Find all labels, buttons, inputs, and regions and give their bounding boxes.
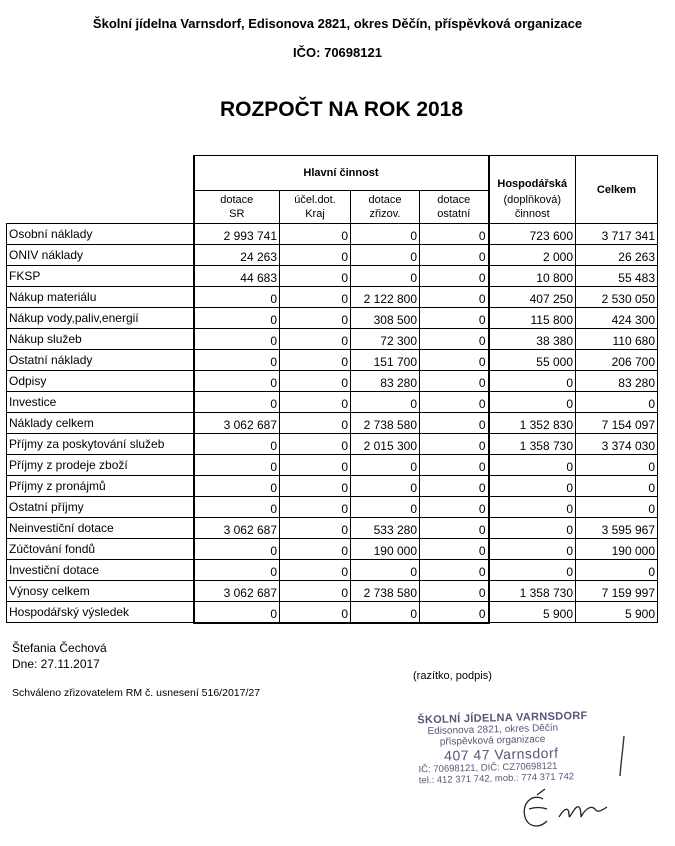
table-cell: 0 xyxy=(280,497,351,518)
table-cell: 0 xyxy=(576,476,658,497)
table-cell: 38 380 xyxy=(489,329,576,350)
table-cell: 0 xyxy=(351,224,420,245)
table-cell: 0 xyxy=(280,560,351,581)
table-cell: 2 993 741 xyxy=(194,224,280,245)
table-cell: 0 xyxy=(489,497,576,518)
table-row xyxy=(7,308,658,329)
row-label: Zúčtování fondů xyxy=(7,539,194,560)
row-label: Náklady celkem xyxy=(7,413,194,434)
stamp-signature-note: (razítko, podpis) xyxy=(413,670,492,682)
table-cell: 0 xyxy=(280,434,351,455)
table-cell: 44 683 xyxy=(194,266,280,287)
table-cell: 0 xyxy=(280,602,351,623)
table-cell: 0 xyxy=(194,350,280,371)
row-label: Příjmy za poskytování služeb xyxy=(7,434,194,455)
table-cell: 110 680 xyxy=(576,329,658,350)
table-row xyxy=(7,581,658,602)
row-label: Investiční dotace xyxy=(7,560,194,581)
row-label: FKSP xyxy=(7,266,194,287)
table-cell: 0 xyxy=(351,602,420,623)
table-cell: 0 xyxy=(194,287,280,308)
table-cell: 0 xyxy=(280,266,351,287)
table-cell: 0 xyxy=(280,224,351,245)
table-cell: 0 xyxy=(420,581,489,602)
table-cell: 424 300 xyxy=(576,308,658,329)
header-blank-2 xyxy=(7,191,194,224)
table-cell: 1 358 730 xyxy=(489,581,576,602)
table-cell: 0 xyxy=(420,560,489,581)
table-cell: 0 xyxy=(280,350,351,371)
organization-id: IČO: 70698121 xyxy=(293,45,382,60)
table-cell: 0 xyxy=(489,371,576,392)
table-cell: 0 xyxy=(280,371,351,392)
table-cell: 190 000 xyxy=(351,539,420,560)
table-cell: 0 xyxy=(489,476,576,497)
table-cell: 3 062 687 xyxy=(194,581,280,602)
table-cell: 72 300 xyxy=(351,329,420,350)
table-cell: 0 xyxy=(420,350,489,371)
table-cell: 0 xyxy=(420,434,489,455)
table-row xyxy=(7,287,658,308)
header-blank xyxy=(7,156,194,191)
table-cell: 0 xyxy=(194,539,280,560)
table-cell: 0 xyxy=(194,434,280,455)
table-cell: 0 xyxy=(420,308,489,329)
table-cell: 2 738 580 xyxy=(351,581,420,602)
table-cell: 190 000 xyxy=(576,539,658,560)
table-cell: 0 xyxy=(280,581,351,602)
table-cell: 2 000 xyxy=(489,245,576,266)
table-row xyxy=(7,539,658,560)
table-cell: 7 154 097 xyxy=(576,413,658,434)
table-cell: 0 xyxy=(280,245,351,266)
table-cell: 55 000 xyxy=(489,350,576,371)
table-row xyxy=(7,497,658,518)
row-label: Příjmy z pronájmů xyxy=(7,476,194,497)
table-cell: 0 xyxy=(420,518,489,539)
table-cell: 0 xyxy=(420,413,489,434)
table-cell: 0 xyxy=(420,455,489,476)
table-cell: 24 263 xyxy=(194,245,280,266)
table-cell: 1 352 830 xyxy=(489,413,576,434)
economic-activity-header: Hospodářská xyxy=(489,156,576,191)
table-cell: 1 358 730 xyxy=(489,434,576,455)
organization-stamp: ŠKOLNÍ JÍDELNA VARNSDORF Edisonova 2821, okres Děčín příspěvková organizace 407 47 Varnsdorf IČ: 70698121, DIČ: CZ70698121 tel.: 412 371 742, mob.: 774 371 742 xyxy=(417,709,588,787)
table-cell: 0 xyxy=(576,455,658,476)
table-cell: 0 xyxy=(194,602,280,623)
page-title: ROZPOČT NA ROK 2018 xyxy=(219,98,464,121)
stamp-pen-stroke xyxy=(612,734,632,780)
approval-note: Schváleno zřizovatelem RM č. usnesení 516/2017/27 xyxy=(12,687,261,699)
table-cell: 0 xyxy=(280,455,351,476)
document-date: Dne: 27.11.2017 xyxy=(12,657,100,671)
table-cell: 0 xyxy=(194,560,280,581)
table-cell: 3 717 341 xyxy=(576,224,658,245)
main-activity-header: Hlavní činnost xyxy=(194,156,489,191)
table-row xyxy=(7,560,658,581)
table-cell: 0 xyxy=(280,518,351,539)
table-cell: 115 800 xyxy=(489,308,576,329)
row-label: Nákup služeb xyxy=(7,329,194,350)
table-cell: 206 700 xyxy=(576,350,658,371)
row-label: Výnosy celkem xyxy=(7,581,194,602)
table-row xyxy=(7,518,658,539)
table-cell: 0 xyxy=(420,602,489,623)
table-cell: 2 015 300 xyxy=(351,434,420,455)
table-cell: 83 280 xyxy=(351,371,420,392)
table-cell: 0 xyxy=(420,497,489,518)
table-cell: 0 xyxy=(351,476,420,497)
handwritten-signature xyxy=(515,785,635,835)
table-cell: 0 xyxy=(280,539,351,560)
table-cell: 0 xyxy=(351,560,420,581)
table-cell: 0 xyxy=(194,476,280,497)
table-cell: 0 xyxy=(194,329,280,350)
table-cell: 5 900 xyxy=(576,602,658,623)
table-cell: 0 xyxy=(280,329,351,350)
table-cell: 0 xyxy=(420,287,489,308)
table-cell: 2 738 580 xyxy=(351,413,420,434)
table-cell: 10 800 xyxy=(489,266,576,287)
table-row xyxy=(7,434,658,455)
table-cell: 0 xyxy=(576,497,658,518)
row-label: Odpisy xyxy=(7,371,194,392)
table-cell: 0 xyxy=(420,329,489,350)
table-cell: 0 xyxy=(420,224,489,245)
table-cell: 55 483 xyxy=(576,266,658,287)
table-cell: 0 xyxy=(351,455,420,476)
table-cell: 0 xyxy=(489,560,576,581)
table-row xyxy=(7,245,658,266)
table-cell: 0 xyxy=(194,392,280,413)
table-cell: 151 700 xyxy=(351,350,420,371)
table-row xyxy=(7,224,658,245)
table-cell: 0 xyxy=(280,308,351,329)
table-cell: 0 xyxy=(280,476,351,497)
table-cell: 0 xyxy=(351,245,420,266)
table-cell: 2 530 050 xyxy=(576,287,658,308)
table-cell: 3 062 687 xyxy=(194,413,280,434)
total-header: Celkem xyxy=(576,156,658,224)
table-cell: 0 xyxy=(194,371,280,392)
row-label: Hospodářský výsledek xyxy=(7,602,194,623)
table-cell: 0 xyxy=(351,497,420,518)
table-cell: 533 280 xyxy=(351,518,420,539)
table-cell: 723 600 xyxy=(489,224,576,245)
row-label: ONIV náklady xyxy=(7,245,194,266)
table-cell: 0 xyxy=(489,392,576,413)
table-cell: 0 xyxy=(351,392,420,413)
table-cell: 0 xyxy=(489,518,576,539)
table-cell: 0 xyxy=(576,560,658,581)
table-cell: 83 280 xyxy=(576,371,658,392)
subheader-dotace-zrizov: dotace zřizov. xyxy=(351,191,420,224)
table-cell: 0 xyxy=(420,476,489,497)
row-label: Ostatní náklady xyxy=(7,350,194,371)
table-cell: 0 xyxy=(280,287,351,308)
table-cell: 3 374 030 xyxy=(576,434,658,455)
row-label: Příjmy z prodeje zboží xyxy=(7,455,194,476)
table-cell: 3 062 687 xyxy=(194,518,280,539)
row-label: Nákup vody,paliv,energií xyxy=(7,308,194,329)
table-cell: 7 159 997 xyxy=(576,581,658,602)
row-label: Nákup materiálu xyxy=(7,287,194,308)
table-row xyxy=(7,350,658,371)
row-label: Neinvestiční dotace xyxy=(7,518,194,539)
table-cell: 0 xyxy=(194,308,280,329)
subheader-dotace-ostatni: dotace ostatní xyxy=(420,191,489,224)
table-row xyxy=(7,413,658,434)
row-label: Ostatní příjmy xyxy=(7,497,194,518)
table-cell: 3 595 967 xyxy=(576,518,658,539)
table-cell: 0 xyxy=(420,266,489,287)
table-cell: 0 xyxy=(420,392,489,413)
table-cell: 0 xyxy=(280,392,351,413)
table-cell: 0 xyxy=(420,539,489,560)
table-row xyxy=(7,371,658,392)
subheader-dotace-sr: dotace SR xyxy=(194,191,280,224)
table-cell: 0 xyxy=(489,539,576,560)
subheader-doplnkova-cinnost: (doplňková) činnost xyxy=(489,191,576,224)
table-cell: 407 250 xyxy=(489,287,576,308)
table-cell: 5 900 xyxy=(489,602,576,623)
table-cell: 2 122 800 xyxy=(351,287,420,308)
table-row xyxy=(7,392,658,413)
table-row xyxy=(7,602,658,623)
table-cell: 0 xyxy=(420,371,489,392)
table-cell: 0 xyxy=(420,245,489,266)
table-cell: 0 xyxy=(194,455,280,476)
table-cell: 308 500 xyxy=(351,308,420,329)
table-row xyxy=(7,455,658,476)
table-cell: 0 xyxy=(194,497,280,518)
table-cell: 0 xyxy=(576,392,658,413)
organization-header: Školní jídelna Varnsdorf, Edisonova 2821, okres Děčín, příspěvková organizace xyxy=(92,16,583,31)
table-row xyxy=(7,476,658,497)
table-cell: 26 263 xyxy=(576,245,658,266)
budget-table xyxy=(6,155,658,624)
row-label: Investice xyxy=(7,392,194,413)
table-row xyxy=(7,266,658,287)
table-row xyxy=(7,329,658,350)
subheader-ucel-dot-kraj: účel.dot. Kraj xyxy=(280,191,351,224)
row-label: Osobní náklady xyxy=(7,224,194,245)
author-name: Štefania Čechová xyxy=(12,641,107,655)
table-cell: 0 xyxy=(351,266,420,287)
table-cell: 0 xyxy=(280,413,351,434)
table-cell: 0 xyxy=(489,455,576,476)
